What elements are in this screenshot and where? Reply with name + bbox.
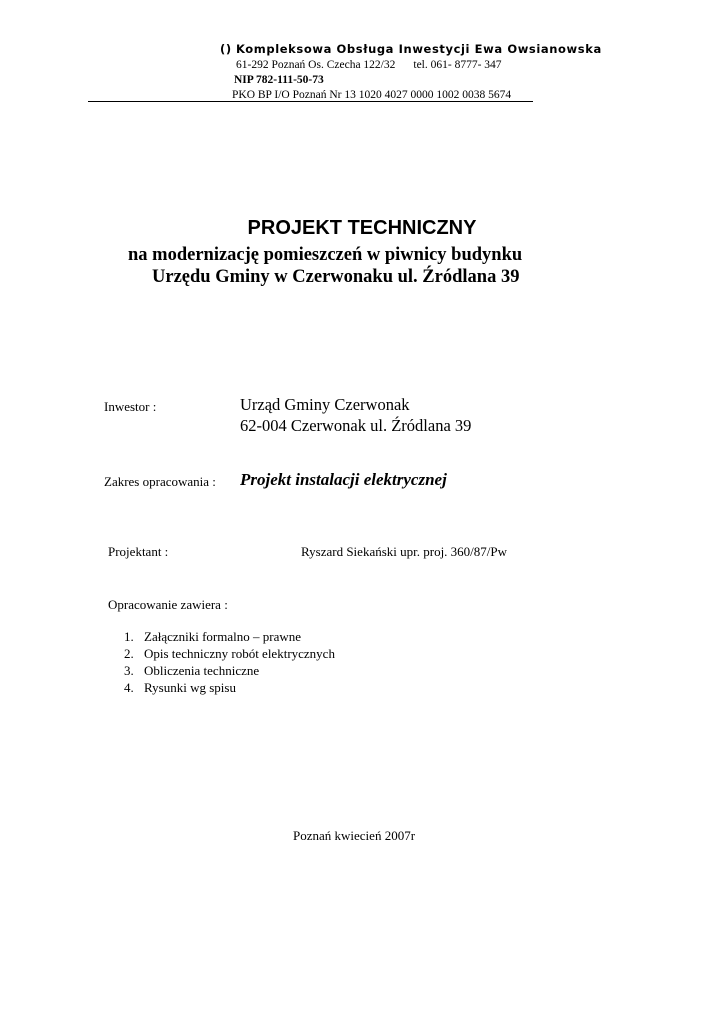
- company-bank-account: PKO BP I/O Poznań Nr 13 1020 4027 0000 1002 0038 5674: [232, 89, 512, 101]
- investor-label: Inwestor :: [104, 399, 157, 414]
- company-name: [220, 42, 602, 56]
- list-item-text: Opis techniczny robót elektrycznych: [144, 646, 335, 661]
- investor-name: Urząd Gminy Czerwonak: [240, 395, 410, 414]
- contents-label: Opracowanie zawiera :: [108, 597, 228, 612]
- company-logo-icon: (): [220, 42, 232, 56]
- company-nip: NIP 782-111-50-73: [234, 74, 324, 86]
- list-item-number: 2.: [124, 646, 134, 661]
- list-item-text: Załączniki formalno – prawne: [144, 629, 302, 644]
- document-subtitle-line2: Urzędu Gminy w Czerwonaku ul. Źródlana 39: [152, 267, 520, 287]
- header-divider: [88, 101, 533, 102]
- list-item-text: Rysunki wg spisu: [144, 680, 236, 695]
- contents-list: [124, 628, 335, 696]
- document-title: PROJEKT TECHNICZNY: [247, 217, 477, 239]
- designer-label: Projektant :: [108, 544, 169, 559]
- scope-label: Zakres opracowania :: [104, 474, 216, 489]
- company-phone: tel. 061- 8777- 347: [413, 59, 502, 71]
- company-address: 61-292 Poznań Os. Czecha 122/32: [236, 59, 396, 71]
- company-name-text: Kompleksowa Obsługa Inwestycji Ewa Owsianowska: [236, 42, 602, 56]
- document-subtitle-line1: na modernizację pomieszczeń w piwnicy budynku: [128, 245, 523, 265]
- list-item: [124, 679, 335, 696]
- investor-address: 62-004 Czerwonak ul. Źródlana 39: [240, 416, 472, 435]
- place-and-date: Poznań kwiecień 2007r: [293, 828, 416, 843]
- scope-value: Projekt instalacji elektrycznej: [240, 470, 447, 489]
- list-item-text: Obliczenia techniczne: [144, 663, 260, 678]
- list-item: [124, 645, 335, 662]
- list-item: [124, 628, 335, 645]
- company-address-line: [236, 59, 502, 71]
- list-item: [124, 662, 335, 679]
- list-item-number: 3.: [124, 663, 134, 678]
- list-item-number: 4.: [124, 680, 134, 695]
- designer-value: Ryszard Siekański upr. proj. 360/87/Pw: [301, 544, 508, 559]
- list-item-number: 1.: [124, 629, 134, 644]
